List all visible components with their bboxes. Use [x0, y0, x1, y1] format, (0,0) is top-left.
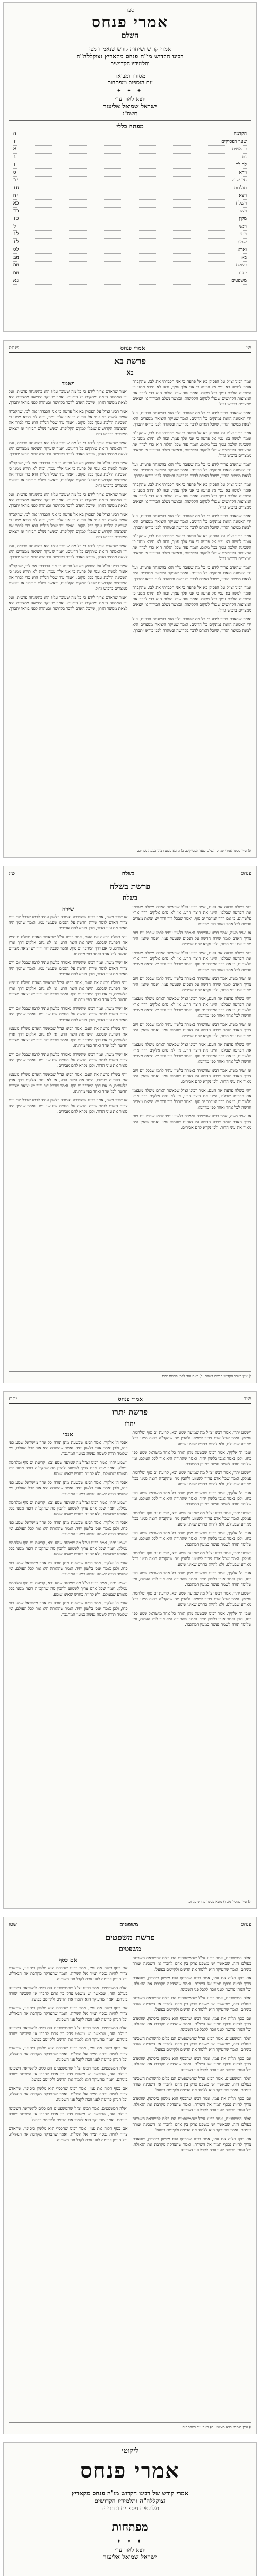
index-line: מלוקטים מספרים וכתבי יד	[101, 2505, 159, 2512]
paragraph: אז ישיר משה, אמר רבינו שהשירה נאמרה בלשון עתיד לרמז שבכל יום ויום צריך האדם לומר שירה חדשה על הנסים שנעשו עמו. ואמר שהמן היה מאיר את עיני הדור, ולכן נקרא לחם אבירים.	[132, 1068, 251, 1084]
column-left	[9, 379, 128, 636]
paragraph: אמר רבינו זצ"ל על הפסוק בא אל פרעה כי אני הכבדתי את לבו, שהקב"ה אומר למשה בא עמי אל פרעה כי אני אלך עמך, ובזה לא תירא ממנו כי השכינה הולכת עמך בכל מקום. ואמר עוד שכל הגלות הוא כדי לברר את הניצוצות הקדושים שנפלו למקום הקליפות, וכאשר נשלם הבירור אז יוצאים ממצרים ברכוש גדול.	[9, 564, 128, 591]
subsection-lead: אם כסף	[59, 1957, 77, 1963]
toc-row	[13, 154, 247, 161]
toc-row	[13, 130, 247, 138]
text-columns	[9, 1430, 251, 1631]
ornament: ✦ ✦ ✦	[116, 2539, 144, 2545]
toc-page: נא	[13, 278, 19, 283]
paragraph: ואלה המשפטים, אמר רבינו זצ"ל שהמשפטים הם כלים להשראת השכינה בעולם הזה, שכאשר יש משפט צדק בין אדם לחברו אז השכינה שורה ביניהם. ואמר שהעיקר הוא ללמוד את הדינים ולקיימם בפועל.	[9, 1986, 128, 2002]
header-left: פנחס	[9, 345, 20, 351]
header-mid: בשלח	[122, 870, 135, 877]
paragraph: ואלה המשפטים, אמר רבינו זצ"ל שהמשפטים הם כלים להשראת השכינה בעולם הזה, שכאשר יש משפט צדק בין אדם לחברו אז השכינה שורה ביניהם. ואמר שהעיקר הוא ללמוד את הדינים ולקיימם בפועל.	[132, 1996, 251, 2012]
header-mid: אמרי פנחס	[118, 1396, 143, 1402]
paragraph: וישמע יתרו, אמר רבינו זצ"ל מה שמועה שמע ובא, קריעת ים סוף ומלחמת עמלק. ואמר שכל אדם צריך לשמוע ולהבין מה שהקב"ה רוצה ממנו בכל מאורע שבעולם, ולא להיות כחרש שאינו שומע.	[132, 1470, 251, 1486]
running-header	[9, 1396, 251, 1404]
toc-row	[13, 269, 247, 277]
toc-label: בא	[241, 255, 247, 260]
paragraph: אמר רבינו זצ"ל על הפסוק בא אל פרעה כי אני הכבדתי את לבו, שהקב"ה אומר למשה בא עמי אל פרעה כי אני אלך עמך, ובזה לא תירא ממנו כי השכינה הולכת עמך בכל מקום. ואמר עוד שכל הגלות הוא כדי לברר את הניצוצות הקדושים שנפלו למקום הקליפות, וכאשר נשלם הבירור אז יוצאים ממצרים ברכוש גדול.	[132, 431, 251, 458]
paragraph: אמר רבינו זצ"ל על הפסוק בא אל פרעה כי אני הכבדתי את לבו, שהקב"ה אומר למשה בא עמי אל פרעה כי אני אלך עמך, ובזה לא תירא ממנו כי השכינה הולכת עמך בכל מקום. ואמר עוד שכל הגלות הוא כדי לברר את הניצוצות הקדושים שנפלו למקום הקליפות, וכאשר נשלם הבירור אז יוצאים ממצרים ברכוש גדול.	[9, 512, 128, 539]
toc-page: ג	[13, 155, 16, 160]
running-header	[9, 345, 251, 353]
toc-row	[13, 184, 247, 192]
toc-page: ט	[13, 170, 16, 175]
paragraph: ואלה המשפטים, אמר רבינו זצ"ל שהמשפטים הם כלים להשראת השכינה בעולם הזה, שכאשר יש משפט צדק בין אדם לחברו אז השכינה שורה ביניהם. ואמר שהעיקר הוא ללמוד את הדינים ולקיימם בפועל.	[132, 2036, 251, 2052]
running-header	[9, 1921, 251, 1929]
toc-heading: מפתח כללי	[116, 123, 144, 130]
toc-label: וארא	[237, 247, 247, 252]
header-right: שיד	[244, 1396, 251, 1402]
paragraph: אמר רבינו זצ"ל על הפסוק בא אל פרעה כי אני הכבדתי את לבו, שהקב"ה אומר למשה בא עמי אל פרעה כי אני אלך עמך, ובזה לא תירא ממנו כי השכינה הולכת עמך בכל מקום. ואמר עוד שכל הגלות הוא כדי לברר את הניצוצות הקדושים שנפלו למקום הקליפות, וכאשר נשלם הבירור אז יוצאים ממצרים ברכוש גדול.	[132, 585, 251, 613]
toc-label: יתרו	[239, 270, 247, 276]
paragraph: ויהי בשלח פרעה את העם, אמר רבינו זצ"ל שכאשר האדם משלח מעצמו את הפרעה שבלבו, היינו את היצר הרע, אז לא נחם אלקים דרך ארץ פלשתים, כי אם דרך המדבר ים סוף. ואמר שבכל דור ודור יש יציאת מצרים חדשה לכל אחד ואחד כפי מדרגתו.	[132, 951, 251, 972]
toc-label: בשלח	[236, 263, 247, 268]
paragraph: אנכי ה' אלקיך, אמר רבינו שבשעת מתן תורה כל אחד מישראל שמע כפי כחו, ולכן נאמר אנכי בלשון יחיד. ואמר שהתורה היא אור לכל העולם, ומי שלומד תורה לשמה נעשה כמעין המתגבר.	[132, 1571, 251, 1587]
paragraph: אז ישיר משה, אמר רבינו שהשירה נאמרה בלשון עתיד לרמז שבכל יום ויום צריך האדם לומר שירה חדשה על הנסים שנעשו עמו. ואמר שהמן היה מאיר את עיני הדור, ולכן נקרא לחם אבירים.	[132, 976, 251, 992]
toc-row	[13, 161, 247, 169]
toc-row	[13, 177, 247, 184]
paragraph: אם כסף תלוה את עמי, אמר רבינו שהכסף הוא מלשון כיסופין, שהאדם צריך להיות נכסף תמיד אל השי"ת. ואמר שהצדקה מקרבת את הגאולה, וכל הנותן פרוטה לעני זוכה לקבל פני השכינה.	[132, 2056, 251, 2072]
toc-page: ה	[13, 131, 16, 137]
text-columns	[9, 904, 251, 1133]
paragraph: אז ישיר משה, אמר רבינו שהשירה נאמרה בלשון עתיד לרמז שבכל יום ויום צריך האדם לומר שירה חדשה על הנסים שנעשו עמו. ואמר שהמן היה מאיר את עיני הדור, ולכן נקרא לחם אבירים.	[9, 914, 128, 930]
ornament: ✦ ✦ ✦	[116, 88, 144, 94]
toc-page: ז	[13, 139, 16, 144]
paragraph: אם כסף תלוה את עמי, אמר רבינו שהכסף הוא מלשון כיסופין, שהאדם צריך להיות נכסף תמיד אל השי"ת. ואמר שהצדקה מקרבת את הגאולה, וכל הנותן פרוטה לעני זוכה לקבל פני השכינה.	[132, 2096, 251, 2112]
header-mid: אמרי פנחס	[120, 345, 145, 351]
paragraph: ואמר שהאדם צריך לידע כי כל מה שעובר עליו הוא בהשגחה פרטית, ועל ידי האמונה הזאת נמתקים כל הדינים. ואמר שעיקר היציאה ממצרים היא לצאת ממיצר הגרון, שיוכל האדם לדבר בקדושה ובטהרה לפני בוראו יתברך.	[132, 617, 251, 633]
toc-page: לג	[13, 232, 19, 237]
paragraph: אם כסף תלוה את עמי, אמר רבינו שהכסף הוא מלשון כיסופין, שהאדם צריך להיות נכסף תמיד אל השי"ת. ואמר שהצדקה מקרבת את הגאולה, וכל הנותן פרוטה לעני זוכה לקבל פני השכינה.	[132, 1976, 251, 1992]
toc-row	[13, 192, 247, 200]
year: תשס"ג	[122, 110, 138, 117]
paragraph: וישמע יתרו, אמר רבינו זצ"ל מה שמועה שמע ובא, קריעת ים סוף ומלחמת עמלק. ואמר שכל אדם צריך לשמוע ולהבין מה שהקב"ה רוצה ממנו בכל מאורע שבעולם, ולא להיות כחרש שאינו שומע.	[9, 1540, 128, 1556]
toc-row	[13, 200, 247, 208]
toc-row	[13, 215, 247, 223]
header-right: פנחס	[240, 871, 251, 876]
toc-row	[13, 277, 247, 285]
toc-page: מה	[13, 263, 19, 268]
paragraph: אם כסף תלוה את עמי, אמר רבינו שהכסף הוא מלשון כיסופין, שהאדם צריך להיות נכסף תמיד אל השי"ת. ואמר שהצדקה מקרבת את הגאולה, וכל הנותן פרוטה לעני זוכה לקבל פני השכינה.	[9, 1965, 128, 1981]
paragraph: ואלה המשפטים, אמר רבינו זצ"ל שהמשפטים הם כלים להשראת השכינה בעולם הזה, שכאשר יש משפט צדק בין אדם לחברו אז השכינה שורה ביניהם. ואמר שהעיקר הוא ללמוד את הדינים ולקיימם בפועל.	[132, 2116, 251, 2132]
paragraph: ויהי בשלח פרעה את העם, אמר רבינו זצ"ל שכאשר האדם משלח מעצמו את הפרעה שבלבו, היינו את היצר הרע, אז לא נחם אלקים דרך ארץ פלשתים, כי אם דרך המדבר ים סוף. ואמר שבכל דור ודור יש יציאת מצרים חדשה לכל אחד ואחד כפי מדרגתו.	[132, 1088, 251, 1110]
paragraph: ויהי בשלח פרעה את העם, אמר רבינו זצ"ל שכאשר האדם משלח מעצמו את הפרעה שבלבו, היינו את היצר הרע, אז לא נחם אלקים דרך ארץ פלשתים, כי אם דרך המדבר ים סוף. ואמר שבכל דור ודור יש יציאת מצרים חדשה לכל אחד ואחד כפי מדרגתו.	[9, 980, 128, 1002]
paragraph: אמר רבינו זצ"ל על הפסוק בא אל פרעה כי אני הכבדתי את לבו, שהקב"ה אומר למשה בא עמי אל פרעה כי אני אלך עמך, ובזה לא תירא ממנו כי השכינה הולכת עמך בכל מקום. ואמר עוד שכל הגלות הוא כדי לברר את הניצוצות הקדושים שנפלו למקום הקליפות, וכאשר נשלם הבירור אז יוצאים ממצרים ברכוש גדול.	[132, 534, 251, 561]
toc-list	[13, 130, 247, 285]
column-left	[9, 1955, 128, 2156]
content-page	[3, 1391, 257, 1909]
paragraph: ואמר שהאדם צריך לידע כי כל מה שעובר עליו הוא בהשגחה פרטית, ועל ידי האמונה הזאת נמתקים כל הדינים. ואמר שעיקר היציאה ממצרים היא לצאת ממיצר הגרון, שיוכל האדם לדבר בקדושה ובטהרה לפני בוראו יתברך.	[132, 462, 251, 478]
toc-label: חיי שרה	[232, 178, 247, 183]
section-title: פרשת בשלח	[109, 882, 151, 891]
paragraph: וישמע יתרו, אמר רבינו זצ"ל מה שמועה שמע ובא, קריעת ים סוף ומלחמת עמלק. ואמר שכל אדם צריך לשמוע ולהבין מה שהקב"ה רוצה ממנו בכל מאורע שבעולם, ולא להיות כחרש שאינו שומע.	[9, 1460, 128, 1476]
paragraph: ואלה המשפטים, אמר רבינו זצ"ל שהמשפטים הם כלים להשראת השכינה בעולם הזה, שכאשר יש משפט צדק בין אדם לחברו אז השכינה שורה ביניהם. ואמר שהעיקר הוא ללמוד את הדינים ולקיימם בפועל.	[9, 2106, 128, 2122]
section-lead: משפטים	[118, 1945, 142, 1953]
header-left: שיג	[9, 871, 16, 876]
publisher-label: יוצא לאור ע"י	[114, 2547, 146, 2553]
subsection-lead: אנכי	[63, 1431, 73, 1438]
text-columns	[9, 1955, 251, 2156]
running-header	[9, 870, 251, 878]
paragraph: אם כסף תלוה את עמי, אמר רבינו שהכסף הוא מלשון כיסופין, שהאדם צריך להיות נכסף תמיד אל השי"ת. ואמר שהצדקה מקרבת את הגאולה, וכל הנותן פרוטה לעני זוכה לקבל פני השכינה.	[132, 2016, 251, 2032]
toc-page: א	[13, 147, 16, 152]
paragraph: וישמע יתרו, אמר רבינו זצ"ל מה שמועה שמע ובא, קריעת ים סוף ומלחמת עמלק. ואמר שכל אדם צריך לשמוע ולהבין מה שהקב"ה רוצה ממנו בכל מאורע שבעולם, ולא להיות כחרש שאינו שומע.	[9, 1500, 128, 1516]
paragraph: אנכי ה' אלקיך, אמר רבינו שבשעת מתן תורה כל אחד מישראל שמע כפי כחו, ולכן נאמר אנכי בלשון יחיד. ואמר שהתורה היא אור לכל העולם, ומי שלומד תורה לשמה נעשה כמעין המתגבר.	[9, 1601, 128, 1617]
footnotes: ה) עיין במכילתא. ו) מובא בספר מדרש פנחס.	[9, 1897, 251, 1904]
footnotes: ג) עיין בזוהר הקדוש פרשת בשלח. ד) ראה עוד לקמן פרשת יתרו.	[9, 1371, 251, 1379]
paragraph: אנכי ה' אלקיך, אמר רבינו שבשעת מתן תורה כל אחד מישראל שמע כפי כחו, ולכן נאמר אנכי בלשון יחיד. ואמר שהתורה היא אור לכל העולם, ומי שלומד תורה לשמה נעשה כמעין המתגבר.	[132, 1490, 251, 1506]
toc-label: תולדות	[234, 185, 247, 191]
toc-page: ו	[13, 162, 16, 167]
paragraph: ואמר שהאדם צריך לידע כי כל מה שעובר עליו הוא בהשגחה פרטית, ועל ידי האמונה הזאת נמתקים כל הדינים. ואמר שעיקר היציאה ממצרים היא לצאת ממיצר הגרון, שיוכל האדם לדבר בקדושה ובטהרה לפני בוראו יתברך.	[9, 544, 128, 560]
paragraph: אמר רבינו זצ"ל על הפסוק בא אל פרעה כי אני הכבדתי את לבו, שהקב"ה אומר למשה בא עמי אל פרעה כי אני אלך עמך, ובזה לא תירא ממנו כי השכינה הולכת עמך בכל מקום. ואמר עוד שכל הגלות הוא כדי לברר את הניצוצות הקדושים שנפלו למקום הקליפות, וכאשר נשלם הבירור אז יוצאים ממצרים ברכוש גדול.	[9, 461, 128, 488]
paragraph: אמר רבינו זצ"ל על הפסוק בא אל פרעה כי אני הכבדתי את לבו, שהקב"ה אומר למשה בא עמי אל פרעה כי אני אלך עמך, ובזה לא תירא ממנו כי השכינה הולכת עמך בכל מקום. ואמר עוד שכל הגלות הוא כדי לברר את הניצוצות הקדושים שנפלו למקום הקליפות, וכאשר נשלם הבירור אז יוצאים ממצרים ברכוש גדול.	[132, 379, 251, 406]
toc-page: כא	[13, 201, 19, 206]
toc-page: יח	[13, 193, 19, 198]
publisher-name: ישראל שמואל אליעזר	[103, 103, 157, 110]
paragraph: אנכי ה' אלקיך, אמר רבינו שבשעת מתן תורה כל אחד מישראל שמע כפי כחו, ולכן נאמר אנכי בלשון יחיד. ואמר שהתורה היא אור לכל העולם, ומי שלומד תורה לשמה נעשה כמעין המתגבר.	[9, 1520, 128, 1536]
title-line: עם הוספות ומפתחות	[107, 79, 153, 86]
title-small: ספר	[125, 7, 135, 13]
paragraph: אנכי ה' אלקיך, אמר רבינו שבשעת מתן תורה כל אחד מישראל שמע כפי כחו, ולכן נאמר אנכי בלשון יחיד. ואמר שהתורה היא אור לכל העולם, ומי שלומד תורה לשמה נעשה כמעין המתגבר.	[9, 1440, 128, 1456]
section-lead: בשלח	[122, 894, 138, 902]
index-line: אמרי קודש של רבינו הקדוש מו"ה פנחס מקאריץ	[71, 2489, 189, 2497]
toc-label: מקץ	[239, 216, 247, 222]
toc-row	[13, 239, 247, 246]
index-title-page	[3, 2442, 257, 2576]
paragraph: וישמע יתרו, אמר רבינו זצ"ל מה שמועה שמע ובא, קריעת ים סוף ומלחמת עמלק. ואמר שכל אדם צריך לשמוע ולהבין מה שהקב"ה רוצה ממנו בכל מאורע שבעולם, ולא להיות כחרש שאינו שומע.	[132, 1551, 251, 1567]
paragraph: אם כסף תלוה את עמי, אמר רבינו שהכסף הוא מלשון כיסופין, שהאדם צריך להיות נכסף תמיד אל השי"ת. ואמר שהצדקה מקרבת את הגאולה, וכל הנותן פרוטה לעני זוכה לקבל פני השכינה.	[9, 2006, 128, 2022]
toc-row	[13, 262, 247, 269]
toc-page: כד	[13, 209, 19, 214]
paragraph: וישמע יתרו, אמר רבינו זצ"ל מה שמועה שמע ובא, קריעת ים סוף ומלחמת עמלק. ואמר שכל אדם צריך לשמוע ולהבין מה שהקב"ה רוצה ממנו בכל מאורע שבעולם, ולא להיות כחרש שאינו שומע.	[9, 1581, 128, 1597]
paragraph: ואלה המשפטים, אמר רבינו זצ"ל שהמשפטים הם כלים להשראת השכינה בעולם הזה, שכאשר יש משפט צדק בין אדם לחברו אז השכינה שורה ביניהם. ואמר שהעיקר הוא ללמוד את הדינים ולקיימם בפועל.	[9, 2026, 128, 2042]
paragraph: אם כסף תלוה את עמי, אמר רבינו שהכסף הוא מלשון כיסופין, שהאדם צריך להיות נכסף תמיד אל השי"ת. ואמר שהצדקה מקרבת את הגאולה, וכל הנותן פרוטה לעני זוכה לקבל פני השכינה.	[9, 2086, 128, 2102]
paragraph: אז ישיר משה, אמר רבינו שהשירה נאמרה בלשון עתיד לרמז שבכל יום ויום צריך האדם לומר שירה חדשה על הנסים שנעשו עמו. ואמר שהמן היה מאיר את עיני הדור, ולכן נקרא לחם אבירים.	[132, 1114, 251, 1130]
book-title: אמרי פנחס	[92, 13, 168, 31]
column-right	[133, 379, 252, 636]
title-line: אמרי קודש ושיחות קודש שנאמרו מפי	[89, 46, 171, 53]
paragraph: וישמע יתרו, אמר רבינו זצ"ל מה שמועה שמע ובא, קריעת ים סוף ומלחמת עמלק. ואמר שכל אדם צריך לשמוע ולהבין מה שהקב"ה רוצה ממנו בכל מאורע שבעולם, ולא להיות כחרש שאינו שומע.	[132, 1591, 251, 1607]
subsection-lead: ויאמר	[61, 380, 75, 387]
section-title: פרשת בא	[114, 356, 146, 366]
paragraph: אנכי ה' אלקיך, אמר רבינו שבשעת מתן תורה כל אחד מישראל שמע כפי כחו, ולכן נאמר אנכי בלשון יחיד. ואמר שהתורה היא אור לכל העולם, ומי שלומד תורה לשמה נעשה כמעין המתגבר.	[9, 1480, 128, 1496]
paragraph: אם כסף תלוה את עמי, אמר רבינו שהכסף הוא מלשון כיסופין, שהאדם צריך להיות נכסף תמיד אל השי"ת. ואמר שהצדקה מקרבת את הגאולה, וכל הנותן פרוטה לעני זוכה לקבל פני השכינה.	[132, 2137, 251, 2153]
paragraph: אז ישיר משה, אמר רבינו שהשירה נאמרה בלשון עתיד לרמז שבכל יום ויום צריך האדם לומר שירה חדשה על הנסים שנעשו עמו. ואמר שהמן היה מאיר את עיני הדור, ולכן נקרא לחם אבירים.	[9, 1052, 128, 1068]
paragraph: ויהי בשלח פרעה את העם, אמר רבינו זצ"ל שכאשר האדם משלח מעצמו את הפרעה שבלבו, היינו את היצר הרע, אז לא נחם אלקים דרך ארץ פלשתים, כי אם דרך המדבר ים סוף. ואמר שבכל דור ודור יש יציאת מצרים חדשה לכל אחד ואחד כפי מדרגתו.	[132, 996, 251, 1018]
title-line: ותלמידיו הקדושים	[110, 60, 150, 67]
toc-label: לך לך	[236, 162, 247, 167]
content-page	[3, 866, 257, 1383]
paragraph: אם כסף תלוה את עמי, אמר רבינו שהכסף הוא מלשון כיסופין, שהאדם צריך להיות נכסף תמיד אל השי"ת. ואמר שהצדקה מקרבת את הגאולה, וכל הנותן פרוטה לעני זוכה לקבל פני השכינה.	[9, 2046, 128, 2062]
paragraph: אז ישיר משה, אמר רבינו שהשירה נאמרה בלשון עתיד לרמז שבכל יום ויום צריך האדם לומר שירה חדשה על הנסים שנעשו עמו. ואמר שהמן היה מאיר את עיני הדור, ולכן נקרא לחם אבירים.	[132, 1022, 251, 1038]
paragraph: אנכי ה' אלקיך, אמר רבינו שבשעת מתן תורה כל אחד מישראל שמע כפי כחו, ולכן נאמר אנכי בלשון יחיד. ואמר שהתורה היא אור לכל העולם, ומי שלומד תורה לשמה נעשה כמעין המתגבר.	[132, 1450, 251, 1466]
paragraph: ויהי בשלח פרעה את העם, אמר רבינו זצ"ל שכאשר האדם משלח מעצמו את הפרעה שבלבו, היינו את היצר הרע, אז לא נחם אלקים דרך ארץ פלשתים, כי אם דרך המדבר ים סוף. ואמר שבכל דור ודור יש יציאת מצרים חדשה לכל אחד ואחד כפי מדרגתו.	[9, 1026, 128, 1048]
index-line: זצוקללה"ה ותלמידיו הקדושים	[94, 2497, 166, 2504]
paragraph: אז ישיר משה, אמר רבינו שהשירה נאמרה בלשון עתיד לרמז שבכל יום ויום צריך האדם לומר שירה חדשה על הנסים שנעשו עמו. ואמר שהמן היה מאיר את עיני הדור, ולכן נקרא לחם אבירים.	[9, 1098, 128, 1114]
toc-label: וירא	[239, 170, 247, 175]
content-page	[3, 340, 257, 858]
paragraph: אז ישיר משה, אמר רבינו שהשירה נאמרה בלשון עתיד לרמז שבכל יום ויום צריך האדם לומר שירה חדשה על הנסים שנעשו עמו. ואמר שהמן היה מאיר את עיני הדור, ולכן נקרא לחם אבירים.	[9, 1006, 128, 1022]
toc-page: יב	[13, 178, 19, 183]
content-page	[3, 1917, 257, 2434]
toc-label: שער הפסוקים	[221, 139, 247, 144]
text-columns	[9, 379, 251, 636]
paragraph: ואלה המשפטים, אמר רבינו זצ"ל שהמשפטים הם כלים להשראת השכינה בעולם הזה, שכאשר יש משפט צדק בין אדם לחברו אז השכינה שורה ביניהם. ואמר שהעיקר הוא ללמוד את הדינים ולקיימם בפועל.	[132, 2076, 251, 2092]
index-small: ליקוטי	[121, 2447, 139, 2455]
column-right	[133, 904, 252, 1133]
title-line: מסודר ומבואר	[114, 73, 146, 79]
publisher-name: ישראל שמואל אליעזר	[103, 2553, 157, 2561]
paragraph: וישמע יתרו, אמר רבינו זצ"ל מה שמועה שמע ובא, קריעת ים סוף ומלחמת עמלק. ואמר שכל אדם צריך לשמוע ולהבין מה שהקב"ה רוצה ממנו בכל מאורע שבעולם, ולא להיות כחרש שאינו שומע.	[132, 1511, 251, 1527]
paragraph: ויהי בשלח פרעה את העם, אמר רבינו זצ"ל שכאשר האדם משלח מעצמו את הפרעה שבלבו, היינו את היצר הרע, אז לא נחם אלקים דרך ארץ פלשתים, כי אם דרך המדבר ים סוף. ואמר שבכל דור ודור יש יציאת מצרים חדשה לכל אחד ואחד כפי מדרגתו.	[132, 905, 251, 926]
header-left: שטו	[9, 1922, 17, 1927]
paragraph: אז ישיר משה, אמר רבינו שהשירה נאמרה בלשון עתיד לרמז שבכל יום ויום צריך האדם לומר שירה חדשה על הנסים שנעשו עמו. ואמר שהמן היה מאיר את עיני הדור, ולכן נקרא לחם אבירים.	[132, 930, 251, 946]
toc-label: משפטים	[231, 278, 247, 283]
toc-row	[13, 208, 247, 215]
book-subtitle: השלם	[121, 31, 139, 40]
toc-label: ויחי	[240, 232, 247, 237]
paragraph: אנכי ה' אלקיך, אמר רבינו שבשעת מתן תורה כל אחד מישראל שמע כפי כחו, ולכן נאמר אנכי בלשון יחיד. ואמר שהתורה היא אור לכל העולם, ומי שלומד תורה לשמה נעשה כמעין המתגבר.	[9, 1561, 128, 1577]
paragraph: ויהי בשלח פרעה את העם, אמר רבינו זצ"ל שכאשר האדם משלח מעצמו את הפרעה שבלבו, היינו את היצר הרע, אז לא נחם אלקים דרך ארץ פלשתים, כי אם דרך המדבר ים סוף. ואמר שבכל דור ודור יש יציאת מצרים חדשה לכל אחד ואחד כפי מדרגתו.	[132, 1042, 251, 1064]
paragraph: אם כסף תלוה את עמי, אמר רבינו שהכסף הוא מלשון כיסופין, שהאדם צריך להיות נכסף תמיד אל השי"ת. ואמר שהצדקה מקרבת את הגאולה, וכל הנותן פרוטה לעני זוכה לקבל פני השכינה.	[9, 2126, 128, 2142]
toc-label: וישב	[238, 209, 247, 214]
toc-label: נח	[242, 155, 247, 160]
paragraph: וישמע יתרו, אמר רבינו זצ"ל מה שמועה שמע ובא, קריעת ים סוף ומלחמת עמלק. ואמר שכל אדם צריך לשמוע ולהבין מה שהקב"ה רוצה ממנו בכל מאורע שבעולם, ולא להיות כחרש שאינו שומע.	[132, 1430, 251, 1446]
paragraph: ויהי בשלח פרעה את העם, אמר רבינו זצ"ל שכאשר האדם משלח מעצמו את הפרעה שבלבו, היינו את היצר הרע, אז לא נחם אלקים דרך ארץ פלשתים, כי אם דרך המדבר ים סוף. ואמר שבכל דור ודור יש יציאת מצרים חדשה לכל אחד ואחד כפי מדרגתו.	[9, 1072, 128, 1094]
column-left	[9, 904, 128, 1133]
paragraph: ואמר שהאדם צריך לידע כי כל מה שעובר עליו הוא בהשגחה פרטית, ועל ידי האמונה הזאת נמתקים כל הדינים. ואמר שעיקר היציאה ממצרים היא לצאת ממיצר הגרון, שיוכל האדם לדבר בקדושה ובטהרה לפני בוראו יתברך.	[9, 492, 128, 508]
toc-label: הקדמה	[234, 131, 247, 137]
toc-row	[13, 223, 247, 231]
toc-label: בראשית	[232, 147, 247, 152]
footnotes: ז) עיין בגמרא בבא מציעא. ח) ראה עוד במפתחות.	[9, 2422, 251, 2430]
footnotes: א) עיין בספר אמרי פנחס השלם שער הפסוקים. ב) מובא בשם רבינו בכמה ספרים.	[9, 846, 251, 853]
section-title: פרשת משפטים	[105, 1933, 155, 1942]
toc-page: לו	[13, 240, 19, 245]
column-right	[133, 1955, 252, 2156]
paragraph: אנכי ה' אלקיך, אמר רבינו שבשעת מתן תורה כל אחד מישראל שמע כפי כחו, ולכן נאמר אנכי בלשון יחיד. ואמר שהתורה היא אור לכל העולם, ומי שלומד תורה לשמה נעשה כמעין המתגבר.	[132, 1531, 251, 1547]
toc-row	[13, 231, 247, 239]
toc-page: מח	[13, 270, 19, 276]
paragraph: אז ישיר משה, אמר רבינו שהשירה נאמרה בלשון עתיד לרמז שבכל יום ויום צריך האדם לומר שירה חדשה על הנסים שנעשו עמו. ואמר שהמן היה מאיר את עיני הדור, ולכן נקרא לחם אבירים.	[9, 960, 128, 976]
header-mid: משפטים	[119, 1921, 138, 1928]
toc-row	[13, 246, 247, 254]
title-page	[3, 2, 257, 332]
paragraph: אמר רבינו זצ"ל על הפסוק בא אל פרעה כי אני הכבדתי את לבו, שהקב"ה אומר למשה בא עמי אל פרעה כי אני אלך עמך, ובזה לא תירא ממנו כי השכינה הולכת עמך בכל מקום. ואמר עוד שכל הגלות הוא כדי לברר את הניצוצות הקדושים שנפלו למקום הקליפות, וכאשר נשלם הבירור אז יוצאים ממצרים ברכוש גדול.	[132, 482, 251, 510]
toc-page: ל	[13, 224, 16, 229]
toc-label: וישלח	[236, 201, 247, 206]
section-lead: בא	[126, 369, 134, 377]
paragraph: אנכי ה' אלקיך, אמר רבינו שבשעת מתן תורה כל אחד מישראל שמע כפי כחו, ולכן נאמר אנכי בלשון יחיד. ואמר שהתורה היא אור לכל העולם, ומי שלומד תורה לשמה נעשה כמעין המתגבר.	[132, 1611, 251, 1627]
toc-page: טו	[13, 185, 19, 191]
toc-page: כז	[13, 216, 19, 222]
section-title: פרשת יתרו	[112, 1407, 148, 1417]
toc-page: לט	[13, 247, 19, 252]
index-part: מפתחות	[112, 2520, 148, 2534]
toc-row	[13, 169, 247, 177]
toc-row	[13, 146, 247, 154]
paragraph: ואמר שהאדם צריך לידע כי כל מה שעובר עליו הוא בהשגחה פרטית, ועל ידי האמונה הזאת נמתקים כל הדינים. ואמר שעיקר היציאה ממצרים היא לצאת ממיצר הגרון, שיוכל האדם לדבר בקדושה ובטהרה לפני בוראו יתברך.	[132, 565, 251, 581]
header-left: יתרו	[9, 1396, 18, 1402]
section-lead: יתרו	[124, 1420, 136, 1428]
index-title: אמרי פנחס	[80, 2459, 180, 2483]
header-right: שי	[246, 345, 251, 351]
subsection-lead: שירה	[62, 906, 74, 912]
column-right	[133, 1430, 252, 1631]
toc-label: ויצא	[239, 193, 247, 198]
paragraph: אמר רבינו זצ"ל על הפסוק בא אל פרעה כי אני הכבדתי את לבו, שהקב"ה אומר למשה בא עמי אל פרעה כי אני אלך עמך, ובזה לא תירא ממנו כי השכינה הולכת עמך בכל מקום. ואמר עוד שכל הגלות הוא כדי לברר את הניצוצות הקדושים שנפלו למקום הקליפות, וכאשר נשלם הבירור אז יוצאים ממצרים ברכוש גדול.	[9, 409, 128, 436]
toc-label: ויגש	[239, 224, 247, 229]
header-right: פנחס	[240, 1922, 251, 1927]
paragraph: ואמר שהאדם צריך לידע כי כל מה שעובר עליו הוא בהשגחה פרטית, ועל ידי האמונה הזאת נמתקים כל הדינים. ואמר שעיקר היציאה ממצרים היא לצאת ממיצר הגרון, שיוכל האדם לדבר בקדושה ובטהרה לפני בוראו יתברך.	[132, 411, 251, 427]
paragraph: ואמר שהאדם צריך לידע כי כל מה שעובר עליו הוא בהשגחה פרטית, ועל ידי האמונה הזאת נמתקים כל הדינים. ואמר שעיקר היציאה ממצרים היא לצאת ממיצר הגרון, שיוכל האדם לדבר בקדושה ובטהרה לפני בוראו יתברך.	[9, 389, 128, 405]
paragraph: ואמר שהאדם צריך לידע כי כל מה שעובר עליו הוא בהשגחה פרטית, ועל ידי האמונה הזאת נמתקים כל הדינים. ואמר שעיקר היציאה ממצרים היא לצאת ממיצר הגרון, שיוכל האדם לדבר בקדושה ובטהרה לפני בוראו יתברך.	[132, 514, 251, 530]
toc-page: מב	[13, 255, 19, 260]
toc-row	[13, 254, 247, 262]
publisher-label: יוצא לאור ע"י	[114, 96, 146, 103]
paragraph: ואלה המשפטים, אמר רבינו זצ"ל שהמשפטים הם כלים להשראת השכינה בעולם הזה, שכאשר יש משפט צדק בין אדם לחברו אז השכינה שורה ביניהם. ואמר שהעיקר הוא ללמוד את הדינים ולקיימם בפועל.	[132, 1956, 251, 1972]
paragraph: ואמר שהאדם צריך לידע כי כל מה שעובר עליו הוא בהשגחה פרטית, ועל ידי האמונה הזאת נמתקים כל הדינים. ואמר שעיקר היציאה ממצרים היא לצאת ממיצר הגרון, שיוכל האדם לדבר בקדושה ובטהרה לפני בוראו יתברך.	[9, 595, 128, 611]
column-left	[9, 1430, 128, 1631]
paragraph: ואמר שהאדם צריך לידע כי כל מה שעובר עליו הוא בהשגחה פרטית, ועל ידי האמונה הזאת נמתקים כל הדינים. ואמר שעיקר היציאה ממצרים היא לצאת ממיצר הגרון, שיוכל האדם לדבר בקדושה ובטהרה לפני בוראו יתברך.	[9, 440, 128, 456]
paragraph: ואלה המשפטים, אמר רבינו זצ"ל שהמשפטים הם כלים להשראת השכינה בעולם הזה, שכאשר יש משפט צדק בין אדם לחברו אז השכינה שורה ביניהם. ואמר שהעיקר הוא ללמוד את הדינים ולקיימם בפועל.	[9, 2066, 128, 2082]
paragraph: ויהי בשלח פרעה את העם, אמר רבינו זצ"ל שכאשר האדם משלח מעצמו את הפרעה שבלבו, היינו את היצר הרע, אז לא נחם אלקים דרך ארץ פלשתים, כי אם דרך המדבר ים סוף. ואמר שבכל דור ודור יש יציאת מצרים חדשה לכל אחד ואחד כפי מדרגתו.	[9, 935, 128, 956]
toc-label: שמות	[236, 240, 247, 245]
title-line: רבינו הקדוש מו"ה פנחס מקאריץ זצוקללה"ה	[76, 53, 184, 60]
toc	[9, 120, 251, 287]
toc-row	[13, 138, 247, 146]
